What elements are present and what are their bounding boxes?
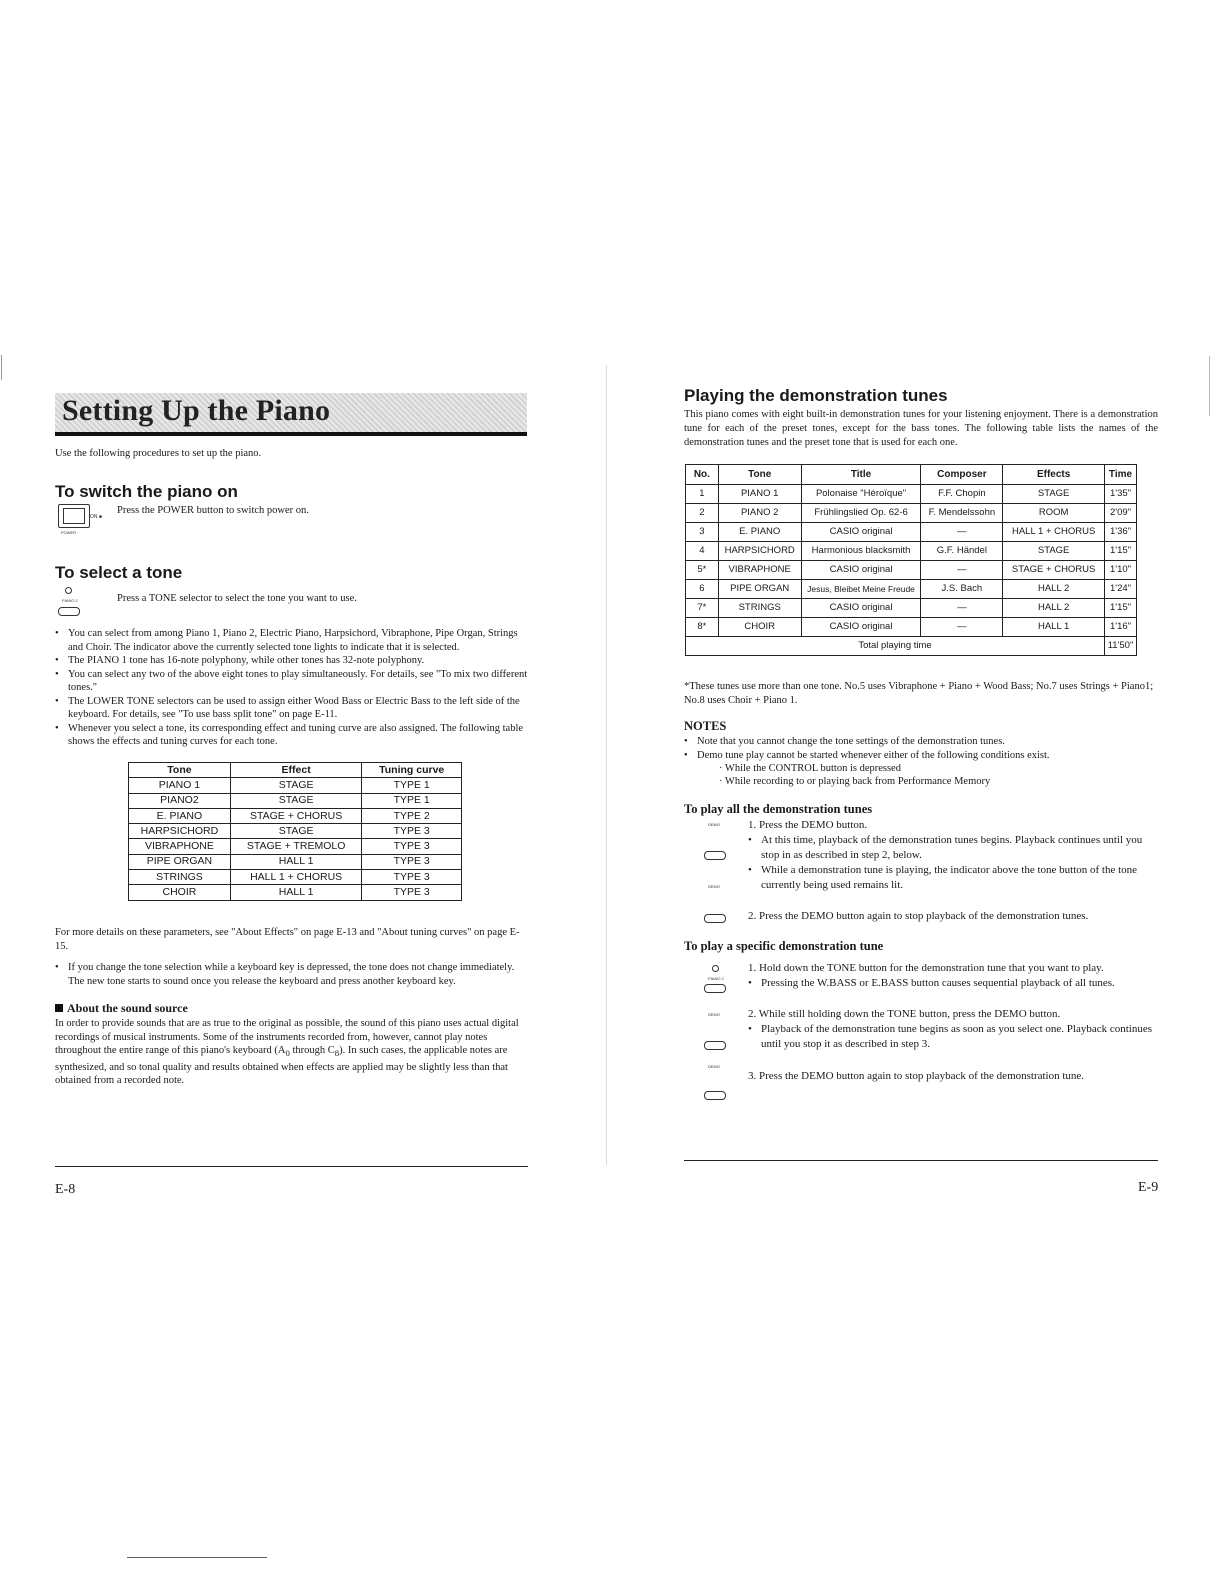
table-header-cell: No. [686, 465, 719, 485]
table-cell: HALL 1 [230, 885, 362, 900]
tone-bullet: • The PIANO 1 tone has 16-note polyphony, while other tones has 32-note polyphony. [55, 654, 528, 668]
sound-source-heading [55, 1001, 188, 1016]
table-cell: — [921, 599, 1003, 618]
scan-line-mark [127, 1557, 267, 1558]
table-cell: 3 [686, 523, 719, 542]
tone-button-icon [704, 984, 726, 993]
table-cell: 1'36" [1105, 523, 1137, 542]
scan-edge-mark [1209, 356, 1210, 416]
play-all-heading: To play all the demonstration tunes [684, 802, 873, 816]
demo-button-icon [704, 914, 726, 923]
table-row [686, 618, 1137, 637]
tone-bullet: • The LOWER TONE selectors can be used to assign either Wood Bass or Electric Bass to the left side of the keyboard. For details, see "To use bass split tone" on page E-11. [55, 695, 528, 722]
demo-button-icon [704, 1041, 726, 1050]
total-time-cell: 11'50" [1105, 637, 1137, 656]
table-cell: PIANO 2 [718, 504, 801, 523]
table-cell: E. PIANO [129, 808, 231, 823]
sound-source-text-part: In order to provide sounds that are as true to the original as possible, the sound of this piano uses actual digital recordings of musical instruments. Some of the instruments recorded from, however, cannot play notes throughout the entire range of this piano's keyboard (A [55, 1018, 519, 1056]
table-cell: STAGE + CHORUS [1003, 561, 1105, 580]
table-cell: VIBRAPHONE [129, 839, 231, 854]
tone-bullet: • Whenever you select a tone, its corresponding effect and tuning curve are also assigned. The following table shows the effects and tuning curves for each tone. [55, 722, 528, 749]
table-cell: TYPE 1 [362, 778, 462, 793]
tone-bullet: • You can select any two of the above eight tones to play simultaneously. For details, see "To mix two different tones." [55, 668, 528, 695]
table-cell: STAGE [1003, 542, 1105, 561]
table-row [686, 580, 1137, 599]
more-details-text: For more details on these parameters, see "About Effects" on page E-13 and "About tuning curves" on page E-15. [55, 927, 520, 952]
play-specific-bullet: • Pressing the W.BASS or E.BASS button causes sequential playback of all tunes. [748, 976, 1158, 991]
table-cell: STAGE [230, 824, 362, 839]
note-subscript: 8 [334, 1048, 340, 1059]
page-number-right: E-9 [1138, 1180, 1159, 1195]
table-header-cell: Tone [129, 763, 231, 778]
table-cell: 5* [686, 561, 719, 580]
table-row [129, 808, 462, 823]
table-cell: — [921, 618, 1003, 637]
table-cell: STAGE [230, 793, 362, 808]
table-row [129, 824, 462, 839]
power-onoff-label: ON ■ [90, 514, 102, 520]
power-button-label: POWER [61, 530, 77, 535]
table-cell: CASIO original [801, 523, 921, 542]
table-cell: TYPE 3 [362, 839, 462, 854]
play-all-step2: 2. Press the DEMO button again to stop playback of the demonstration tunes. [748, 910, 1089, 922]
table-cell: CASIO original [801, 618, 921, 637]
table-cell: 1'15" [1105, 599, 1137, 618]
play-specific-step1-bullets [748, 976, 1158, 991]
play-specific-bullet: • Playback of the demonstration tune begins as soon as you select one. Playback continues until you stop it as described in step 3. [748, 1022, 1158, 1052]
intro-text: Use the following procedures to set up the piano. [55, 448, 262, 459]
table-cell: HALL 2 [1003, 599, 1105, 618]
table-cell: HARPSICHORD [718, 542, 801, 561]
tone-bullets [55, 627, 528, 749]
table-cell: CHOIR [718, 618, 801, 637]
table-cell: PIANO 1 [718, 485, 801, 504]
table-header-row [686, 465, 1137, 485]
table-row [686, 523, 1137, 542]
tone-button-label: PIANO 2 [62, 598, 78, 603]
table-cell: TYPE 3 [362, 885, 462, 900]
play-all-step1-bullets [748, 833, 1158, 893]
demo-footnote: *These tunes use more than one tone. No.5 uses Vibraphone + Piano + Wood Bass; No.7 uses Strings + Piano1; No.8 uses Choir + Piano 1. [684, 681, 1154, 706]
table-cell: ROOM [1003, 504, 1105, 523]
table-cell: TYPE 3 [362, 854, 462, 869]
table-cell: 2'09" [1105, 504, 1137, 523]
total-label-cell: Total playing time [686, 637, 1105, 656]
table-cell: CASIO original [801, 599, 921, 618]
sound-source-text [55, 1017, 528, 1088]
page-gutter [606, 365, 607, 1165]
play-specific-step2: 2. While still holding down the TONE button, press the DEMO button. [748, 1008, 1061, 1020]
table-cell: Frühlingslied Op. 62-6 [801, 504, 921, 523]
table-cell: HALL 1 + CHORUS [230, 870, 362, 885]
scan-edge-mark [1, 355, 2, 380]
table-cell: HALL 1 + CHORUS [1003, 523, 1105, 542]
table-cell: J.S. Bach [921, 580, 1003, 599]
table-row [686, 542, 1137, 561]
table-cell: VIBRAPHONE [718, 561, 801, 580]
table-cell: TYPE 2 [362, 808, 462, 823]
table-cell: Harmonious blacksmith [801, 542, 921, 561]
play-specific-heading: To play a specific demonstration tune [684, 939, 884, 953]
table-cell: F.F. Chopin [921, 485, 1003, 504]
page-number-left: E-8 [55, 1182, 76, 1197]
tone-indicator-icon [65, 587, 72, 594]
table-cell: G.F. Händel [921, 542, 1003, 561]
sound-source-heading-text: About the sound source [67, 1001, 188, 1015]
tone-selector-icon [58, 607, 80, 616]
change-note-bullet: • If you change the tone selection while a keyboard key is depressed, the tone does not change immediately. The new tone starts to sound once you release the keyboard and press another keyboard key. [55, 961, 528, 988]
table-cell: 1'15" [1105, 542, 1137, 561]
table-cell: HALL 2 [1003, 580, 1105, 599]
table-cell: 7* [686, 599, 719, 618]
table-cell: — [921, 561, 1003, 580]
table-cell: 4 [686, 542, 719, 561]
table-cell: 1'16" [1105, 618, 1137, 637]
demo-icon-label: DEMO [708, 884, 720, 889]
table-header-cell: Effect [230, 763, 362, 778]
footer-rule-right [684, 1160, 1158, 1161]
switch-on-text: Press the POWER button to switch power on. [117, 505, 309, 516]
table-cell: STAGE + TREMOLO [230, 839, 362, 854]
table-cell: PIANO2 [129, 793, 231, 808]
table-cell: TYPE 3 [362, 870, 462, 885]
table-header-cell: Title [801, 465, 921, 485]
demo-heading: Playing the demonstration tunes [684, 386, 948, 405]
demo-button-icon [704, 1091, 726, 1100]
table-row [686, 561, 1137, 580]
table-cell: STAGE [230, 778, 362, 793]
notes-list [684, 735, 1158, 763]
table-cell: STRINGS [718, 599, 801, 618]
play-all-step1: 1. Press the DEMO button. [748, 819, 868, 831]
sound-source-text-part: ). In such cases, the applicable notes are synthesized, and so tonal quality and results obtained when effects are applied may be slightly less than that obtained from a recorded note. [55, 1045, 508, 1087]
footer-rule-left [55, 1166, 528, 1167]
table-cell: 8* [686, 618, 719, 637]
table-cell: HALL 1 [1003, 618, 1105, 637]
demo-tunes-table [685, 464, 1137, 656]
table-cell: 2 [686, 504, 719, 523]
table-row [686, 504, 1137, 523]
table-cell: CASIO original [801, 561, 921, 580]
power-button-icon [58, 504, 90, 528]
table-cell: 1'10" [1105, 561, 1137, 580]
select-tone-heading: To select a tone [55, 563, 183, 582]
play-specific-step2-bullets [748, 1022, 1158, 1052]
table-row [686, 485, 1137, 504]
table-cell: E. PIANO [718, 523, 801, 542]
demo-icon-label: DEMO [708, 1064, 720, 1069]
table-row [129, 778, 462, 793]
tone-indicator-icon [712, 965, 719, 972]
table-row [129, 793, 462, 808]
play-all-bullet: • At this time, playback of the demonstration tunes begins. Playback continues until you stop in as described in step 2, below. [748, 833, 1158, 863]
table-cell: F. Mendelssohn [921, 504, 1003, 523]
sound-source-text-part: through C [289, 1045, 335, 1056]
title-rule [55, 432, 527, 436]
select-tone-text: Press a TONE selector to select the tone you want to use. [117, 593, 357, 604]
square-bullet-icon [55, 1004, 63, 1012]
note-subscript: 0 [285, 1048, 290, 1059]
table-cell: PIANO 1 [129, 778, 231, 793]
note-item: • Note that you cannot change the tone settings of the demonstration tunes. [684, 735, 1158, 749]
tone-bullet: • You can select from among Piano 1, Piano 2, Electric Piano, Harpsichord, Vibraphone, Pipe Organ, Strings and Choir. The indicator above the currently selected tone lights to indicate that it is selected. [55, 627, 528, 654]
table-cell: Jesus, Bleibet Meine Freude [801, 580, 921, 599]
table-cell: HALL 1 [230, 854, 362, 869]
table-cell: 1'35" [1105, 485, 1137, 504]
note-sub-item: · While the CONTROL button is depressed [719, 763, 901, 774]
play-specific-step1: 1. Hold down the TONE button for the demonstration tune that you want to play. [748, 962, 1104, 974]
play-all-bullet: • While a demonstration tune is playing, the indicator above the tone button of the tone currently being used remains lit. [748, 863, 1158, 893]
table-header-cell: Time [1105, 465, 1137, 485]
switch-on-heading: To switch the piano on [55, 482, 238, 501]
table-cell: TYPE 3 [362, 824, 462, 839]
table-cell: HARPSICHORD [129, 824, 231, 839]
demo-icon-label: DEMO [708, 1012, 720, 1017]
table-header-cell: Tuning curve [362, 763, 462, 778]
table-row [129, 885, 462, 900]
tone-effect-table [128, 762, 462, 901]
notes-heading: NOTES [684, 719, 727, 733]
table-row [129, 854, 462, 869]
table-cell: STAGE [1003, 485, 1105, 504]
tone-icon-label: PIANO 2 [708, 976, 724, 981]
table-cell: STAGE + CHORUS [230, 808, 362, 823]
table-header-row [129, 763, 462, 778]
change-note-bullets [55, 961, 528, 988]
table-header-cell: Composer [921, 465, 1003, 485]
play-specific-step3: 3. Press the DEMO button again to stop playback of the demonstration tune. [748, 1070, 1085, 1082]
demo-button-icon [704, 851, 726, 860]
table-total-row [686, 637, 1137, 656]
table-row [686, 599, 1137, 618]
demo-icon-label: DEMO [708, 822, 720, 827]
table-row [129, 870, 462, 885]
demo-intro-text: This piano comes with eight built-in demonstration tunes for your listening enjoyment. There is a demonstration tune for each of the preset tones, except for the bass tones. The following table lists the names of the demonstration tunes and the preset tone that is used for each one. [684, 409, 1158, 448]
table-cell: 6 [686, 580, 719, 599]
table-cell: PIPE ORGAN [718, 580, 801, 599]
table-header-cell: Tone [718, 465, 801, 485]
page-title: Setting Up the Piano [62, 394, 331, 427]
table-header-cell: Effects [1003, 465, 1105, 485]
table-row [129, 839, 462, 854]
table-cell: CHOIR [129, 885, 231, 900]
table-cell: STRINGS [129, 870, 231, 885]
table-cell: 1 [686, 485, 719, 504]
table-cell: — [921, 523, 1003, 542]
note-sub-item: · While recording to or playing back from Performance Memory [719, 776, 991, 787]
table-cell: Polonaise "Héroïque" [801, 485, 921, 504]
table-cell: TYPE 1 [362, 793, 462, 808]
table-cell: 1'24" [1105, 580, 1137, 599]
note-item: • Demo tune play cannot be started whenever either of the following conditions exist. [684, 749, 1158, 763]
table-cell: PIPE ORGAN [129, 854, 231, 869]
